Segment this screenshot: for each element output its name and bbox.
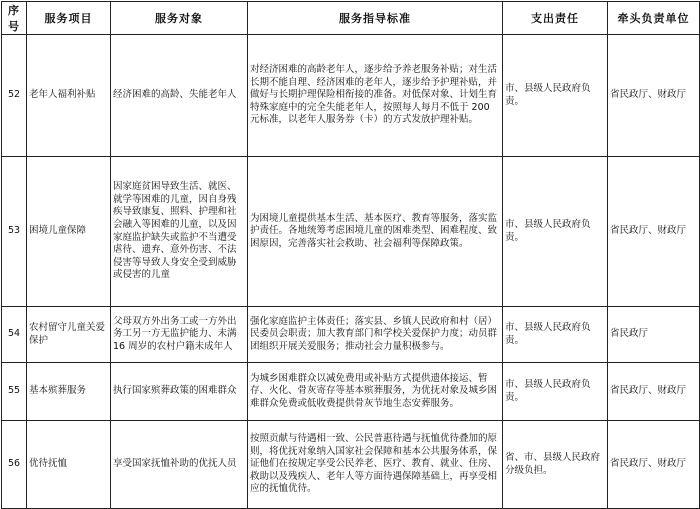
- table-row: [2, 35, 700, 157]
- table-row: [2, 307, 700, 363]
- row-service-item: 困境儿童保障: [27, 157, 111, 307]
- row-service-item: 老年人福利补贴: [27, 35, 111, 157]
- row-service-standard: 为困境儿童提供基本生活、基本医疗、教育等服务，落实监护责任。各地统筹考虑困境儿童的困难类型、困难程度、致困原因，完善落实社会救助、社会福利等保障政策。: [248, 157, 503, 307]
- row-service-standard: 按照贡献与待遇相一致、公民普惠待遇与抚恤优待叠加的原则，将优抚对象纳入国家社会保障和基本公共服务体系，保证他们在按规定享受公民养老、医疗、教育、就业、住房、救助以及残疾人、老年人等方面待遇保障基础上，再享受相应的抚恤优待。: [248, 421, 503, 509]
- row-expense-responsibility: 市、县级人民政府负责。: [503, 363, 608, 421]
- table-row: [2, 421, 700, 509]
- row-lead-unit: 省民政厅: [608, 307, 700, 363]
- row-service-item: 农村留守儿童关爱保护: [27, 307, 111, 363]
- header-service-standard: 服务指导标准: [248, 2, 503, 35]
- header-seq: 序号: [2, 2, 27, 35]
- row-seq: 53: [2, 157, 27, 307]
- row-service-item: 基本殡葬服务: [27, 363, 111, 421]
- header-lead-unit: 牵头负责单位: [608, 2, 700, 35]
- row-service-target: 因家庭贫困导致生活、就医、就学等困难的儿童，因自身残疾导致康复、照料、护理和社会融入等困难的儿童，以及因家庭监护缺失或监护不当遭受虐待、遗弃、意外伤害、不法侵害等导致人身安全受到威胁或侵害的儿童: [111, 157, 248, 307]
- row-service-standard: 对经济困难的高龄老年人，逐步给予养老服务补贴；对生活长期不能自理、经济困难的老年人，逐步给予护理补贴，并做好与长期护理保险相衔接的准备。对低保对象、计划生育特殊家庭中的完全失能老年人，按照每人每月不低于 200 元标准，以老年人服务券（卡）的方式发放护理补贴。: [248, 35, 503, 157]
- row-seq: 56: [2, 421, 27, 509]
- header-service-target: 服务对象: [111, 2, 248, 35]
- row-service-target: 父母双方外出务工或一方外出务工另一方无监护能力、未满 16 周岁的农村户籍未成年人: [111, 307, 248, 363]
- table-row: [2, 157, 700, 307]
- row-service-target: 执行国家殡葬政策的困难群众: [111, 363, 248, 421]
- row-lead-unit: 省民政厅、财政厅: [608, 35, 700, 157]
- header-expense-responsibility: 支出责任: [503, 2, 608, 35]
- header-service-item: 服务项目: [27, 2, 111, 35]
- row-service-item: 优待抚恤: [27, 421, 111, 509]
- row-service-target: 经济困难的高龄、失能老年人: [111, 35, 248, 157]
- row-expense-responsibility: 省、市、县级人民政府分级负担。: [503, 421, 608, 509]
- table-row: [2, 363, 700, 421]
- row-service-standard: 强化家庭监护主体责任；落实县、乡镇人民政府和村（居）民委员会职责；加大教育部门和学校关爱保护力度；动员群团组织开展关爱服务；推动社会力量积极参与。: [248, 307, 503, 363]
- row-lead-unit: 省民政厅、财政厅: [608, 157, 700, 307]
- table-header-row: [2, 2, 700, 35]
- row-service-target: 享受国家抚恤补助的优抚人员: [111, 421, 248, 509]
- row-expense-responsibility: 市、县级人民政府负责。: [503, 157, 608, 307]
- row-seq: 52: [2, 35, 27, 157]
- row-expense-responsibility: 市、县级人民政府负责。: [503, 307, 608, 363]
- row-lead-unit: 省民政厅、财政厅: [608, 363, 700, 421]
- row-seq: 54: [2, 307, 27, 363]
- row-expense-responsibility: 市、县级人民政府负责。: [503, 35, 608, 157]
- row-seq: 55: [2, 363, 27, 421]
- public-service-standards-table: [1, 1, 700, 509]
- row-lead-unit: 省民政厅、财政厅: [608, 421, 700, 509]
- row-service-standard: 为城乡困难群众以减免费用或补贴方式提供遗体接运、暂存、火化、骨灰寄存等基本殡葬服务，为优抚对象及城乡困难群众免费或低收费提供骨灰节地生态安葬服务。: [248, 363, 503, 421]
